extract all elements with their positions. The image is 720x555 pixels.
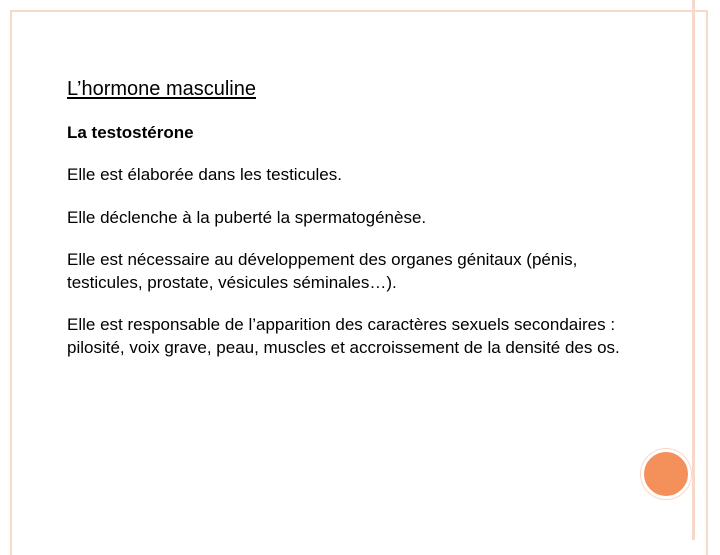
decor-circle	[641, 449, 691, 499]
slide-title: L’hormone masculine	[67, 78, 256, 100]
paragraph-spermatogenesis: Elle déclenche à la puberté la spermatogénèse.	[67, 207, 427, 227]
paragraph-elaboration: Elle est élaborée dans les testicules.	[67, 165, 342, 184]
paragraph-secondary-characteristics: Elle est responsable de l’apparition des caractères sexuels secondaires : pilosité, voix grave, peau, muscles et accroissement de la densité des os.	[67, 315, 620, 357]
slide-subtitle: La testostérone	[67, 123, 194, 142]
right-decor-rule	[692, 0, 695, 540]
paragraph-genital-organs: Elle est nécessaire au développement des organes génitaux (pénis, testicules, prostate, vésicules séminales…).	[67, 250, 578, 292]
slide-content	[67, 76, 627, 379]
